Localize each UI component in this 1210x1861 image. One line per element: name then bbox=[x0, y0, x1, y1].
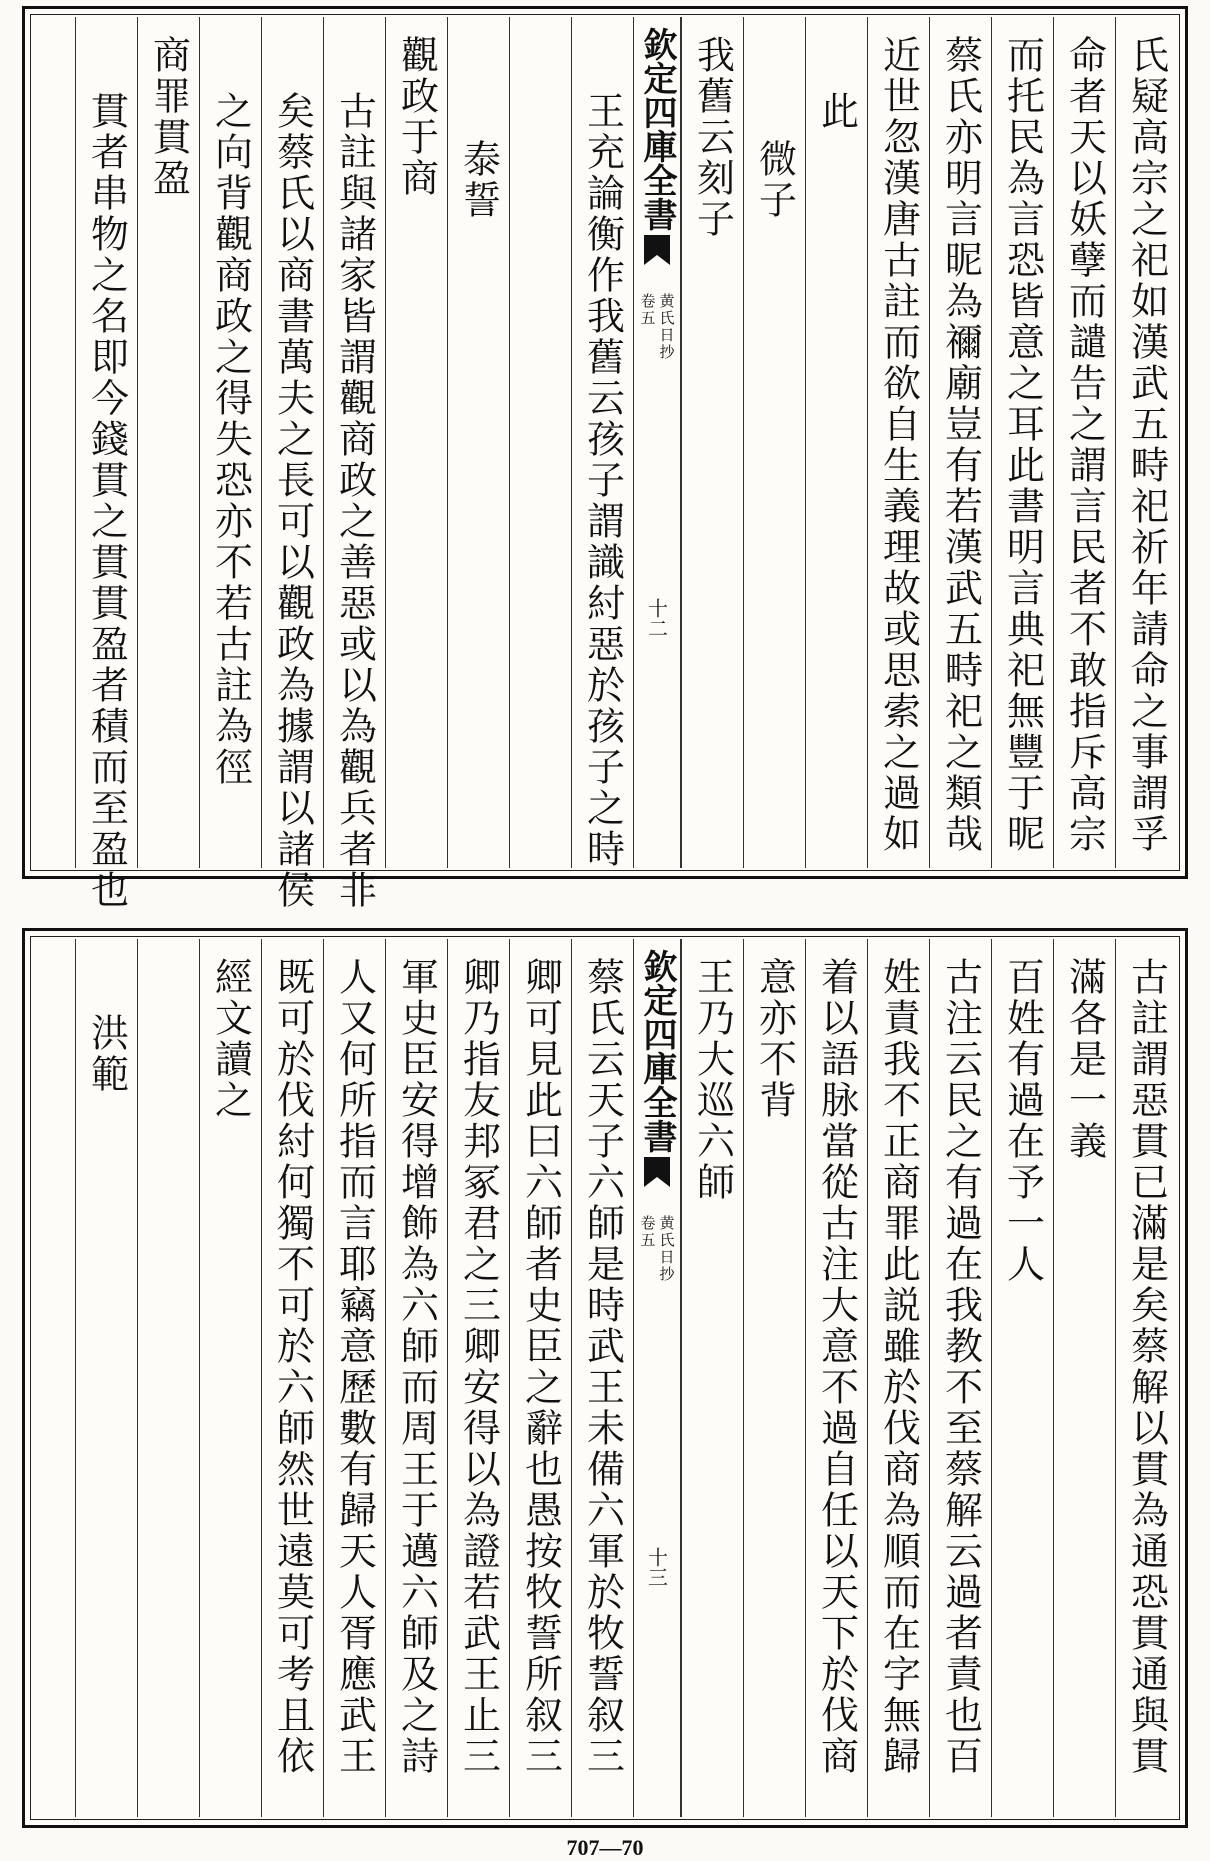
text-column bbox=[323, 17, 385, 911]
column-text: 貫者串物之名即今錢貫之貫貫盈者積而至盈也 bbox=[84, 91, 129, 911]
top-page-panel bbox=[22, 6, 1188, 911]
text-column bbox=[447, 17, 509, 868]
text-column bbox=[199, 939, 261, 1817]
column-text: 氏疑高宗之祀如漢武五畤祀祈年請命之事謂孚 bbox=[1124, 35, 1169, 855]
column-text: 古注云民之有過在我教不至蔡解云過者責也百 bbox=[938, 957, 983, 1777]
text-column bbox=[929, 17, 991, 868]
column-text: 觀政于商 bbox=[394, 35, 439, 199]
text-column bbox=[261, 939, 323, 1817]
text-column bbox=[929, 939, 991, 1817]
text-column bbox=[261, 17, 323, 911]
column-text: 經文讀之 bbox=[208, 957, 253, 1121]
column-text: 百姓有過在予一人 bbox=[1000, 957, 1045, 1285]
text-column bbox=[199, 17, 261, 868]
text-column bbox=[571, 939, 633, 1817]
column-text: 軍史臣安得增飾為六師而周王于邁六師及之詩 bbox=[394, 957, 439, 1777]
text-column bbox=[867, 17, 929, 868]
column-text: 蔡氏亦明言昵為禰廟豈有若漢武五畤祀之類哉 bbox=[938, 35, 983, 855]
column-text: 姓責我不正商罪此説雖於伐商為順而在字無歸 bbox=[876, 957, 921, 1777]
column-text: 既可於伐紂何獨不可於六師然世遠莫可考且依 bbox=[270, 957, 315, 1777]
text-column bbox=[75, 17, 137, 911]
column-text: 蔡氏云天子六師是時武王未備六軍於牧誓叙三 bbox=[580, 957, 625, 1777]
text-column bbox=[1115, 17, 1177, 868]
volume-label: 卷五 bbox=[638, 1215, 657, 1249]
column-text: 王乃大巡六師 bbox=[690, 957, 735, 1203]
fish-tail-mark-icon bbox=[642, 235, 672, 275]
text-column bbox=[137, 939, 199, 1817]
book-info bbox=[640, 1215, 675, 1283]
text-column bbox=[1053, 939, 1115, 1817]
text-column bbox=[137, 17, 199, 868]
center-header-strip bbox=[633, 17, 681, 868]
text-column bbox=[805, 17, 867, 868]
book-series-title: 欽定四庫全書 bbox=[637, 949, 677, 1153]
column-text: 卿可見此曰六師者史臣之辭也愚按牧誓所叙三 bbox=[518, 957, 563, 1777]
column-text: 此 bbox=[814, 91, 859, 132]
text-column bbox=[681, 17, 743, 868]
column-text: 我舊云刻子 bbox=[690, 35, 735, 240]
column-text: 之向背觀商政之得失恐亦不若古註為徑 bbox=[208, 91, 253, 788]
text-column bbox=[447, 939, 509, 1817]
text-column bbox=[681, 939, 743, 1817]
text-column bbox=[991, 17, 1053, 868]
column-text: 泰誓 bbox=[456, 139, 501, 221]
column-text: 矣蔡氏以商書萬夫之長可以觀政為據謂以諸侯 bbox=[270, 91, 315, 911]
column-text: 意亦不背 bbox=[752, 957, 797, 1121]
book-title: 黄氏日抄 bbox=[657, 1215, 676, 1283]
text-column bbox=[323, 939, 385, 1817]
text-column bbox=[805, 939, 867, 1817]
book-title: 黄氏日抄 bbox=[657, 293, 676, 361]
text-column bbox=[867, 939, 929, 1817]
text-column bbox=[509, 939, 571, 1817]
column-text: 滿各是一義 bbox=[1062, 957, 1107, 1162]
footer-page-code: 707—70 bbox=[566, 1835, 644, 1860]
column-text: 卿乃指友邦冢君之三卿安得以為證若武王止三 bbox=[456, 957, 501, 1777]
column-text: 命者天以妖孽而譴告之謂言民者不敢指斥高宗 bbox=[1062, 35, 1107, 855]
text-column bbox=[743, 939, 805, 1817]
fish-tail-mark-icon bbox=[642, 1157, 672, 1197]
text-column bbox=[743, 17, 805, 868]
column-text: 人又何所指而言耶竊意歷數有歸天人胥應武王 bbox=[332, 957, 377, 1777]
center-header-strip bbox=[633, 939, 681, 1817]
text-column bbox=[571, 17, 633, 868]
column-text: 古註謂惡貫已滿是矣蔡解以貫為通恐貫通與貫 bbox=[1124, 957, 1169, 1777]
column-text: 而托民為言恐皆意之耳此書明言典祀無豐于昵 bbox=[1000, 35, 1045, 855]
column-text: 微子 bbox=[752, 139, 797, 221]
text-column bbox=[1115, 939, 1177, 1817]
column-text: 洪範 bbox=[84, 1013, 129, 1095]
text-column bbox=[509, 17, 571, 868]
text-column bbox=[385, 939, 447, 1817]
text-column bbox=[75, 939, 137, 1817]
column-text: 商罪貫盈 bbox=[146, 35, 191, 199]
column-text: 近世忽漢唐古註而欲自生義理故或思索之過如 bbox=[876, 35, 921, 855]
book-info bbox=[640, 293, 675, 361]
column-text: 王充論衡作我舊云孩子謂識紂惡於孩子之時 bbox=[580, 91, 625, 870]
text-column bbox=[991, 939, 1053, 1817]
text-column bbox=[385, 17, 447, 868]
volume-label: 卷五 bbox=[638, 293, 657, 327]
text-column bbox=[1053, 17, 1115, 868]
page-number: 十二 bbox=[644, 598, 669, 638]
bottom-page-panel bbox=[22, 928, 1188, 1828]
column-text: 着以語脉當從古注大意不過自任以天下於伐商 bbox=[814, 957, 859, 1777]
page-number: 十三 bbox=[644, 1547, 669, 1587]
book-series-title: 欽定四庫全書 bbox=[637, 27, 677, 231]
column-text: 古註與諸家皆謂觀商政之善惡或以為觀兵者非 bbox=[332, 91, 377, 911]
